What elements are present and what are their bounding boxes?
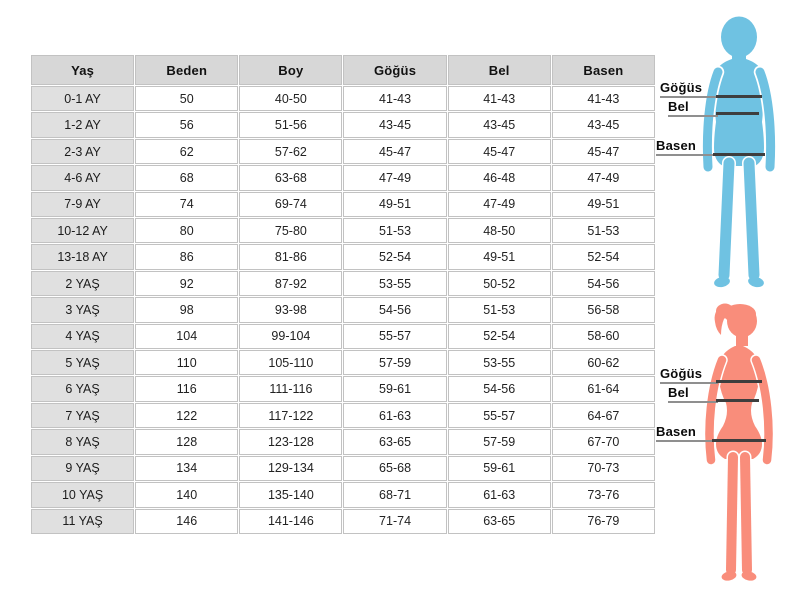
child-hip-measure-line bbox=[713, 153, 765, 156]
value-cell: 47-49 bbox=[552, 165, 655, 190]
value-cell: 73-76 bbox=[552, 482, 655, 507]
value-cell: 54-56 bbox=[448, 376, 551, 401]
value-cell: 67-70 bbox=[552, 429, 655, 454]
table-row bbox=[31, 192, 655, 217]
value-cell: 69-74 bbox=[239, 192, 342, 217]
woman-hip-measure-line bbox=[712, 439, 766, 442]
value-cell: 93-98 bbox=[239, 297, 342, 322]
table-row bbox=[31, 86, 655, 111]
table-row bbox=[31, 139, 655, 164]
value-cell: 117-122 bbox=[239, 403, 342, 428]
value-cell: 52-54 bbox=[343, 244, 446, 269]
value-cell: 123-128 bbox=[239, 429, 342, 454]
row-label-cell: 5 YAŞ bbox=[31, 350, 134, 375]
column-header-basen: Basen bbox=[552, 55, 655, 85]
value-cell: 141-146 bbox=[239, 509, 342, 535]
value-cell: 60-62 bbox=[552, 350, 655, 375]
value-cell: 51-53 bbox=[343, 218, 446, 243]
row-label-cell: 10 YAŞ bbox=[31, 482, 134, 507]
child-chest-label: Göğüs bbox=[660, 81, 718, 98]
value-cell: 134 bbox=[135, 456, 238, 481]
child-waist-measure-line bbox=[716, 112, 759, 115]
row-label-cell: 9 YAŞ bbox=[31, 456, 134, 481]
table-row bbox=[31, 271, 655, 296]
value-cell: 45-47 bbox=[448, 139, 551, 164]
value-cell: 50 bbox=[135, 86, 238, 111]
value-cell: 99-104 bbox=[239, 324, 342, 349]
value-cell: 63-68 bbox=[239, 165, 342, 190]
value-cell: 51-53 bbox=[448, 297, 551, 322]
value-cell: 111-116 bbox=[239, 376, 342, 401]
value-cell: 54-56 bbox=[552, 271, 655, 296]
value-cell: 55-57 bbox=[448, 403, 551, 428]
value-cell: 116 bbox=[135, 376, 238, 401]
table-row bbox=[31, 350, 655, 375]
value-cell: 57-62 bbox=[239, 139, 342, 164]
value-cell: 57-59 bbox=[448, 429, 551, 454]
child-silhouette-figure bbox=[695, 15, 783, 297]
size-table-header bbox=[31, 55, 655, 85]
table-row bbox=[31, 509, 655, 535]
value-cell: 63-65 bbox=[343, 429, 446, 454]
value-cell: 81-86 bbox=[239, 244, 342, 269]
value-cell: 98 bbox=[135, 297, 238, 322]
value-cell: 53-55 bbox=[448, 350, 551, 375]
table-row bbox=[31, 244, 655, 269]
value-cell: 50-52 bbox=[448, 271, 551, 296]
value-cell: 51-53 bbox=[552, 218, 655, 243]
row-label-cell: 1-2 AY bbox=[31, 112, 134, 137]
value-cell: 68-71 bbox=[343, 482, 446, 507]
value-cell: 41-43 bbox=[448, 86, 551, 111]
table-row bbox=[31, 403, 655, 428]
value-cell: 56 bbox=[135, 112, 238, 137]
child-waist-label: Bel bbox=[668, 100, 718, 117]
value-cell: 74 bbox=[135, 192, 238, 217]
value-cell: 86 bbox=[135, 244, 238, 269]
value-cell: 62 bbox=[135, 139, 238, 164]
table-row bbox=[31, 482, 655, 507]
row-label-cell: 2 YAŞ bbox=[31, 271, 134, 296]
value-cell: 135-140 bbox=[239, 482, 342, 507]
value-cell: 47-49 bbox=[448, 192, 551, 217]
value-cell: 41-43 bbox=[552, 86, 655, 111]
table-row bbox=[31, 429, 655, 454]
woman-waist-measure-line bbox=[716, 399, 759, 402]
value-cell: 61-63 bbox=[448, 482, 551, 507]
value-cell: 43-45 bbox=[448, 112, 551, 137]
column-header-bel: Bel bbox=[448, 55, 551, 85]
value-cell: 59-61 bbox=[343, 376, 446, 401]
value-cell: 49-51 bbox=[448, 244, 551, 269]
row-label-cell: 6 YAŞ bbox=[31, 376, 134, 401]
size-table-wrap bbox=[30, 54, 656, 535]
row-label-cell: 13-18 AY bbox=[31, 244, 134, 269]
value-cell: 45-47 bbox=[552, 139, 655, 164]
table-row bbox=[31, 376, 655, 401]
woman-silhouette bbox=[709, 304, 768, 582]
value-cell: 58-60 bbox=[552, 324, 655, 349]
value-cell: 54-56 bbox=[343, 297, 446, 322]
row-label-cell: 4 YAŞ bbox=[31, 324, 134, 349]
size-table bbox=[30, 54, 656, 535]
child-hip-label: Basen bbox=[656, 139, 716, 156]
value-cell: 49-51 bbox=[552, 192, 655, 217]
row-label-cell: 3 YAŞ bbox=[31, 297, 134, 322]
value-cell: 70-73 bbox=[552, 456, 655, 481]
value-cell: 128 bbox=[135, 429, 238, 454]
value-cell: 146 bbox=[135, 509, 238, 535]
value-cell: 64-67 bbox=[552, 403, 655, 428]
value-cell: 129-134 bbox=[239, 456, 342, 481]
value-cell: 76-79 bbox=[552, 509, 655, 535]
value-cell: 48-50 bbox=[448, 218, 551, 243]
row-label-cell: 10-12 AY bbox=[31, 218, 134, 243]
row-label-cell: 0-1 AY bbox=[31, 86, 134, 111]
value-cell: 49-51 bbox=[343, 192, 446, 217]
row-label-cell: 7-9 AY bbox=[31, 192, 134, 217]
value-cell: 45-47 bbox=[343, 139, 446, 164]
value-cell: 41-43 bbox=[343, 86, 446, 111]
column-header-gogus: Göğüs bbox=[343, 55, 446, 85]
woman-hip-label: Basen bbox=[656, 425, 716, 442]
value-cell: 75-80 bbox=[239, 218, 342, 243]
row-label-cell: 8 YAŞ bbox=[31, 429, 134, 454]
table-row bbox=[31, 165, 655, 190]
table-row bbox=[31, 456, 655, 481]
value-cell: 105-110 bbox=[239, 350, 342, 375]
column-header-yas: Yaş bbox=[31, 55, 134, 85]
table-row bbox=[31, 218, 655, 243]
row-label-cell: 7 YAŞ bbox=[31, 403, 134, 428]
value-cell: 51-56 bbox=[239, 112, 342, 137]
value-cell: 40-50 bbox=[239, 86, 342, 111]
row-label-cell: 11 YAŞ bbox=[31, 509, 134, 535]
value-cell: 87-92 bbox=[239, 271, 342, 296]
value-cell: 47-49 bbox=[343, 165, 446, 190]
value-cell: 43-45 bbox=[343, 112, 446, 137]
value-cell: 110 bbox=[135, 350, 238, 375]
table-row bbox=[31, 112, 655, 137]
table-row bbox=[31, 297, 655, 322]
woman-waist-label: Bel bbox=[668, 386, 718, 403]
value-cell: 71-74 bbox=[343, 509, 446, 535]
woman-silhouette-figure bbox=[695, 302, 791, 590]
column-header-boy: Boy bbox=[239, 55, 342, 85]
value-cell: 122 bbox=[135, 403, 238, 428]
row-label-cell: 2-3 AY bbox=[31, 139, 134, 164]
child-chest-measure-line bbox=[716, 95, 762, 98]
value-cell: 61-64 bbox=[552, 376, 655, 401]
header-row bbox=[31, 55, 655, 85]
size-table-body bbox=[31, 86, 655, 534]
value-cell: 65-68 bbox=[343, 456, 446, 481]
value-cell: 56-58 bbox=[552, 297, 655, 322]
value-cell: 53-55 bbox=[343, 271, 446, 296]
row-label-cell: 4-6 AY bbox=[31, 165, 134, 190]
value-cell: 57-59 bbox=[343, 350, 446, 375]
value-cell: 80 bbox=[135, 218, 238, 243]
value-cell: 55-57 bbox=[343, 324, 446, 349]
value-cell: 46-48 bbox=[448, 165, 551, 190]
column-header-beden: Beden bbox=[135, 55, 238, 85]
value-cell: 63-65 bbox=[448, 509, 551, 535]
value-cell: 43-45 bbox=[552, 112, 655, 137]
value-cell: 68 bbox=[135, 165, 238, 190]
woman-chest-measure-line bbox=[716, 380, 762, 383]
woman-chest-label: Göğüs bbox=[660, 367, 718, 384]
value-cell: 52-54 bbox=[552, 244, 655, 269]
value-cell: 104 bbox=[135, 324, 238, 349]
value-cell: 52-54 bbox=[448, 324, 551, 349]
value-cell: 140 bbox=[135, 482, 238, 507]
value-cell: 59-61 bbox=[448, 456, 551, 481]
table-row bbox=[31, 324, 655, 349]
value-cell: 61-63 bbox=[343, 403, 446, 428]
value-cell: 92 bbox=[135, 271, 238, 296]
